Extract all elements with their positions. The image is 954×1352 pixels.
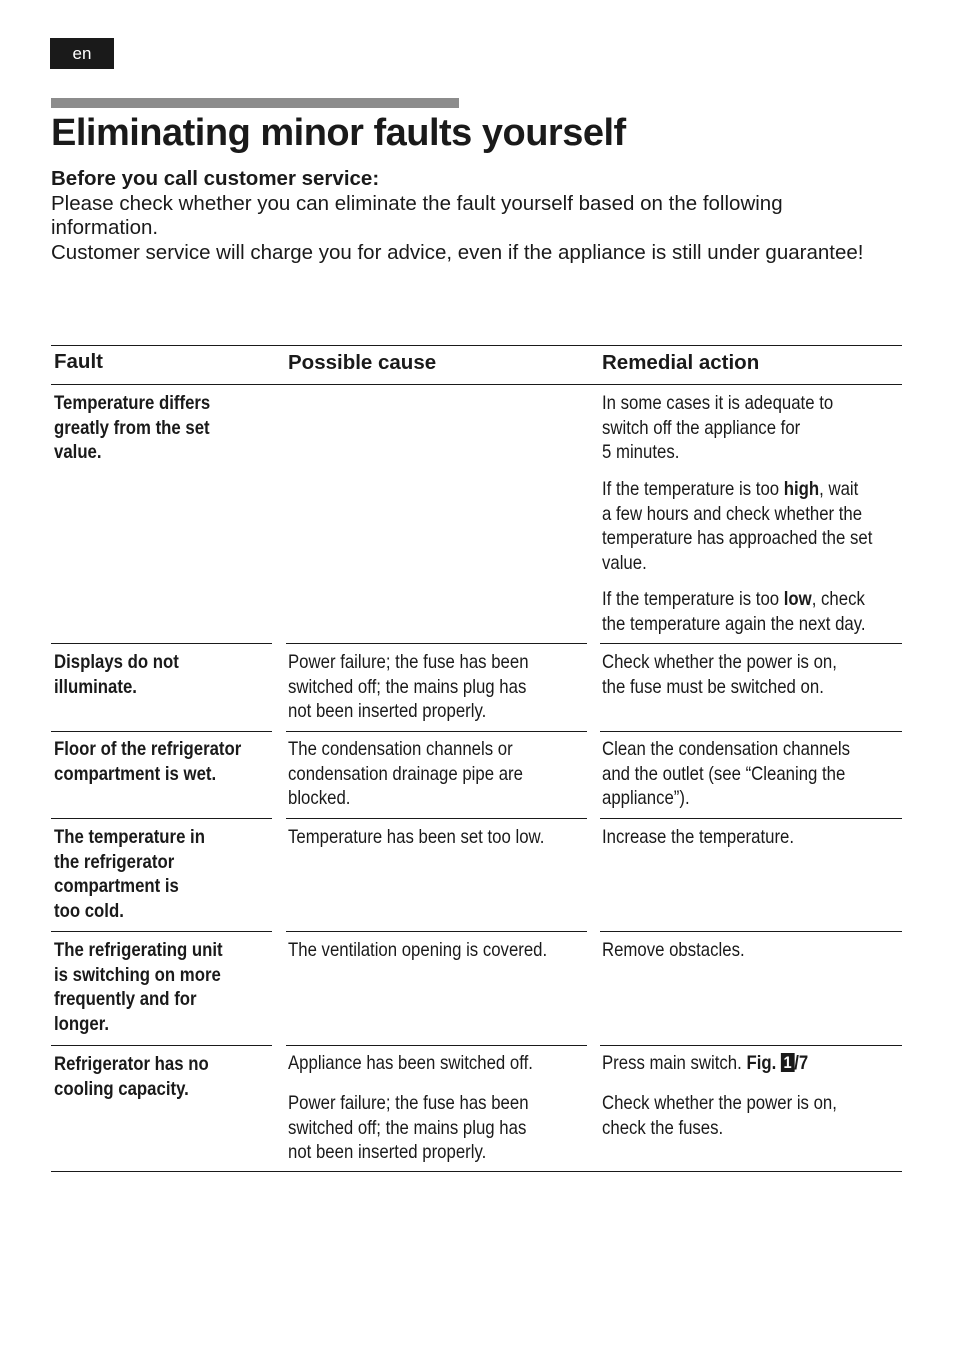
intro-section [51, 167, 871, 265]
intro-paragraph-1: Please check whether you can eliminate the fault yourself based on the following information. [51, 191, 783, 239]
table-bottom-rule [51, 1171, 902, 1172]
fault-cell: Floor of the refrigerator compartment is wet. [54, 738, 242, 785]
row-divider [600, 1045, 902, 1046]
fault-cell: Refrigerator has no cooling capacity. [54, 1053, 209, 1100]
action-cell: Clean the condensation channels and the outlet (see “Cleaning the appliance”). [602, 738, 851, 809]
action-cell: In some cases it is adequate to switch off the appliance for 5 minutes. [602, 392, 834, 463]
column-header-action: Remedial action [602, 351, 760, 374]
intro-paragraph-2: Customer service will charge you for advice, even if the appliance is still under guarantee! [51, 240, 864, 264]
row-divider [286, 818, 587, 819]
action-cell: Remove obstacles. [602, 939, 745, 961]
row-divider [600, 643, 902, 644]
figure-number-box: 1 [781, 1053, 794, 1072]
language-badge: en [50, 38, 114, 69]
row-divider [51, 931, 272, 932]
row-divider [51, 818, 272, 819]
action-cell: Increase the temperature. [602, 826, 795, 848]
row-divider [600, 731, 902, 732]
fault-cell: The temperature in the refrigerator compartment is too cold. [54, 826, 205, 922]
action-cell: If the temperature is too low, check the temperature again the next day. [602, 588, 866, 635]
row-divider [600, 818, 902, 819]
figure-reference: Fig. [746, 1052, 777, 1074]
cause-cell: Appliance has been switched off. [288, 1052, 533, 1074]
fault-cell: The refrigerating unit is switching on more frequently and for longer. [54, 939, 223, 1035]
table-header-top-rule [51, 345, 902, 346]
fault-cell: Temperature differs greatly from the set value. [54, 392, 211, 463]
row-divider [286, 731, 587, 732]
column-header-cause: Possible cause [288, 351, 437, 374]
cause-cell: The ventilation opening is covered. [288, 939, 548, 961]
action-cell: Check whether the power is on, the fuse must be switched on. [602, 651, 837, 698]
intro-heading: Before you call customer service: [51, 167, 380, 190]
row-divider [600, 931, 902, 932]
cause-cell: Power failure; the fuse has been switched off; the mains plug has not been inserted properly. [288, 1092, 529, 1163]
table-header-bottom-rule [51, 384, 902, 385]
row-divider [286, 1045, 587, 1046]
column-header-fault: Fault [54, 350, 103, 373]
action-cell: Check whether the power is on, check the fuses. [602, 1092, 837, 1139]
page-title: Eliminating minor faults yourself [51, 112, 626, 154]
row-divider [286, 931, 587, 932]
title-accent-bar [51, 98, 459, 108]
row-divider [51, 1045, 272, 1046]
cause-cell: Temperature has been set too low. [288, 826, 545, 848]
action-cell: Press main switch. Fig. 1 /7 [602, 1052, 809, 1074]
row-divider [51, 643, 272, 644]
action-cell: If the temperature is too high, wait a few hours and check whether the temperature has approached the set value. [602, 478, 873, 574]
row-divider [286, 643, 587, 644]
row-divider [51, 731, 272, 732]
cause-cell: The condensation channels or condensation drainage pipe are blocked. [288, 738, 523, 809]
cause-cell: Power failure; the fuse has been switched off; the mains plug has not been inserted properly. [288, 651, 529, 722]
fault-cell: Displays do not illuminate. [54, 651, 179, 698]
